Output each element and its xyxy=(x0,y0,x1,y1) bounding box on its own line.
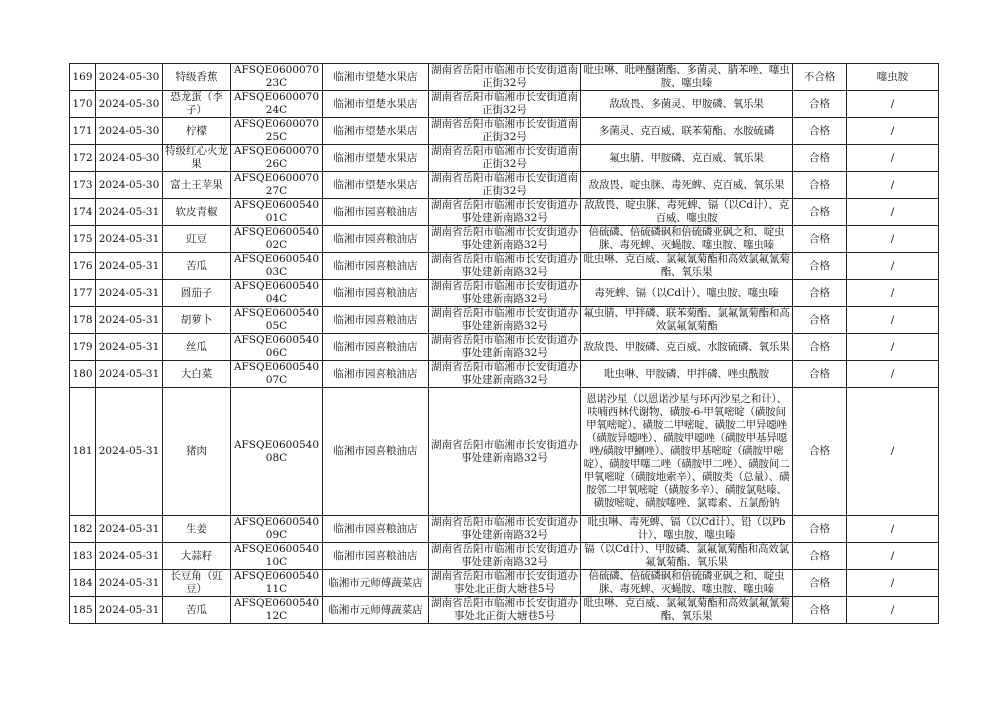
test-result: 合格 xyxy=(793,118,847,145)
store-name: 临湘市望楚水果店 xyxy=(323,64,429,91)
table-row xyxy=(70,570,939,597)
test-result: 合格 xyxy=(793,388,847,516)
sampling-date: 2024-05-31 xyxy=(96,388,163,516)
sample-code: AFSQE060007024C xyxy=(231,91,323,118)
row-number: 175 xyxy=(70,226,96,253)
table-row xyxy=(70,172,939,199)
test-result: 合格 xyxy=(793,91,847,118)
store-address: 湖南省岳阳市临湘市长安街道办事处建新南路32号 xyxy=(429,226,581,253)
sample-name: 恐龙蛋（李子） xyxy=(163,91,231,118)
test-result: 合格 xyxy=(793,280,847,307)
sample-code: AFSQE060007027C xyxy=(231,172,323,199)
store-address: 湖南省岳阳市临湘市长安街道办事处建新南路32号 xyxy=(429,516,581,543)
table-row xyxy=(70,516,939,543)
failed-item: / xyxy=(847,307,939,334)
store-address: 湖南省岳阳市临湘市长安街道南正街32号 xyxy=(429,172,581,199)
failed-item: / xyxy=(847,597,939,624)
store-address: 湖南省岳阳市临湘市长安街道办事处建新南路32号 xyxy=(429,334,581,361)
failed-item: / xyxy=(847,226,939,253)
row-number: 178 xyxy=(70,307,96,334)
sample-code: AFSQE060054010C xyxy=(231,543,323,570)
failed-item: / xyxy=(847,388,939,516)
test-items: 镉（以Cd计）、甲胺磷、氯氟氰菊酯和高效氯氟氰菊酯、氧乐果 xyxy=(581,543,793,570)
store-address: 湖南省岳阳市临湘市长安街道南正街32号 xyxy=(429,91,581,118)
store-name: 临湘市望楚水果店 xyxy=(323,172,429,199)
row-number: 180 xyxy=(70,361,96,388)
test-result: 合格 xyxy=(793,597,847,624)
store-name: 临湘市元师傅蔬菜店 xyxy=(323,570,429,597)
store-name: 临湘市园喜粮油店 xyxy=(323,307,429,334)
sample-code: AFSQE060007026C xyxy=(231,145,323,172)
test-result: 合格 xyxy=(793,570,847,597)
table-row xyxy=(70,388,939,516)
test-result: 合格 xyxy=(793,145,847,172)
store-address: 湖南省岳阳市临湘市长安街道办事处建新南路32号 xyxy=(429,199,581,226)
store-name: 临湘市园喜粮油店 xyxy=(323,516,429,543)
sampling-date: 2024-05-30 xyxy=(96,145,163,172)
sample-code: AFSQE060054007C xyxy=(231,361,323,388)
store-address: 湖南省岳阳市临湘市长安街道办事处建新南路32号 xyxy=(429,253,581,280)
test-items: 倍硫磷、倍硫磷砜和倍硫磷亚砜之和、啶虫脒、毒死蜱、灭蝇胺、噻虫胺、噻虫嗪 xyxy=(581,570,793,597)
row-number: 183 xyxy=(70,543,96,570)
store-name: 临湘市园喜粮油店 xyxy=(323,280,429,307)
inspection-results-table xyxy=(69,63,939,624)
test-items: 吡虫啉、毒死蜱、镉（以Cd计）、铅（以Pb计）、噻虫胺、噻虫嗪 xyxy=(581,516,793,543)
store-address: 湖南省岳阳市临湘市长安街道办事处建新南路32号 xyxy=(429,307,581,334)
store-name: 临湘市园喜粮油店 xyxy=(323,361,429,388)
sampling-date: 2024-05-30 xyxy=(96,172,163,199)
row-number: 185 xyxy=(70,597,96,624)
row-number: 174 xyxy=(70,199,96,226)
sample-code: AFSQE060054012C xyxy=(231,597,323,624)
failed-item: / xyxy=(847,172,939,199)
sample-code: AFSQE060007023C xyxy=(231,64,323,91)
test-result: 合格 xyxy=(793,307,847,334)
sample-code: AFSQE060054002C xyxy=(231,226,323,253)
store-address: 湖南省岳阳市临湘市长安街道办事处北正街大塘巷5号 xyxy=(429,570,581,597)
table-row xyxy=(70,543,939,570)
store-name: 临湘市园喜粮油店 xyxy=(323,543,429,570)
store-address: 湖南省岳阳市临湘市长安街道办事处建新南路32号 xyxy=(429,280,581,307)
sample-code: AFSQE060054009C xyxy=(231,516,323,543)
test-items: 敌敌畏、甲胺磷、克百威、水胺硫磷、氧乐果 xyxy=(581,334,793,361)
sampling-date: 2024-05-31 xyxy=(96,570,163,597)
sampling-date: 2024-05-31 xyxy=(96,253,163,280)
table-row xyxy=(70,64,939,91)
sample-name: 豇豆 xyxy=(163,226,231,253)
test-result: 合格 xyxy=(793,543,847,570)
store-name: 临湘市望楚水果店 xyxy=(323,118,429,145)
store-address: 湖南省岳阳市临湘市长安街道办事处建新南路32号 xyxy=(429,543,581,570)
sampling-date: 2024-05-31 xyxy=(96,307,163,334)
sample-code: AFSQE060054003C xyxy=(231,253,323,280)
sample-name: 猪肉 xyxy=(163,388,231,516)
sample-name: 特级红心火龙果 xyxy=(163,145,231,172)
table-row xyxy=(70,91,939,118)
store-name: 临湘市园喜粮油店 xyxy=(323,388,429,516)
failed-item: / xyxy=(847,145,939,172)
test-result: 合格 xyxy=(793,172,847,199)
store-name: 临湘市元师傅蔬菜店 xyxy=(323,597,429,624)
sample-code: AFSQE060054006C xyxy=(231,334,323,361)
test-items: 毒死蜱、镉（以Cd计）、噻虫胺、噻虫嗪 xyxy=(581,280,793,307)
row-number: 182 xyxy=(70,516,96,543)
test-items: 倍硫磷、倍硫磷砜和倍硫磷亚砜之和、啶虫脒、毒死蜱、灭蝇胺、噻虫胺、噻虫嗪 xyxy=(581,226,793,253)
sample-name: 大蒜籽 xyxy=(163,543,231,570)
sample-code: AFSQE060054008C xyxy=(231,388,323,516)
store-name: 临湘市园喜粮油店 xyxy=(323,199,429,226)
failed-item: / xyxy=(847,199,939,226)
table-row xyxy=(70,253,939,280)
test-result: 合格 xyxy=(793,334,847,361)
sampling-date: 2024-05-31 xyxy=(96,516,163,543)
test-items: 敌敌畏、啶虫脒、毒死蜱、克百威、氧乐果 xyxy=(581,172,793,199)
sample-name: 圆茄子 xyxy=(163,280,231,307)
store-address: 湖南省岳阳市临湘市长安街道南正街32号 xyxy=(429,64,581,91)
sample-name: 丝瓜 xyxy=(163,334,231,361)
row-number: 171 xyxy=(70,118,96,145)
row-number: 184 xyxy=(70,570,96,597)
sample-code: AFSQE060054005C xyxy=(231,307,323,334)
failed-item: / xyxy=(847,570,939,597)
failed-item: / xyxy=(847,253,939,280)
sampling-date: 2024-05-31 xyxy=(96,226,163,253)
failed-item: / xyxy=(847,516,939,543)
sample-name: 苦瓜 xyxy=(163,253,231,280)
table-row xyxy=(70,307,939,334)
sample-name: 特级香蕉 xyxy=(163,64,231,91)
sample-name: 富士王苹果 xyxy=(163,172,231,199)
sample-name: 苦瓜 xyxy=(163,597,231,624)
row-number: 172 xyxy=(70,145,96,172)
sampling-date: 2024-05-30 xyxy=(96,64,163,91)
store-address: 湖南省岳阳市临湘市长安街道办事处北正街大塘巷5号 xyxy=(429,597,581,624)
sampling-date: 2024-05-31 xyxy=(96,597,163,624)
sampling-date: 2024-05-31 xyxy=(96,280,163,307)
failed-item: / xyxy=(847,543,939,570)
store-name: 临湘市园喜粮油店 xyxy=(323,226,429,253)
store-address: 湖南省岳阳市临湘市长安街道南正街32号 xyxy=(429,118,581,145)
sampling-date: 2024-05-31 xyxy=(96,199,163,226)
test-result: 合格 xyxy=(793,253,847,280)
sampling-date: 2024-05-30 xyxy=(96,91,163,118)
failed-item: / xyxy=(847,91,939,118)
test-items: 吡虫啉、甲胺磷、甲拌磷、唑虫酰胺 xyxy=(581,361,793,388)
table-row xyxy=(70,118,939,145)
table-row xyxy=(70,280,939,307)
sample-code: AFSQE060054011C xyxy=(231,570,323,597)
test-items: 吡虫啉、克百威、氯氟氰菊酯和高效氯氟氰菊酯、氧乐果 xyxy=(581,253,793,280)
table-row xyxy=(70,597,939,624)
sample-name: 软皮青椒 xyxy=(163,199,231,226)
store-address: 湖南省岳阳市临湘市长安街道办事处建新南路32号 xyxy=(429,388,581,516)
sample-name: 长豆角（豇豆） xyxy=(163,570,231,597)
sample-code: AFSQE060054004C xyxy=(231,280,323,307)
store-name: 临湘市望楚水果店 xyxy=(323,91,429,118)
store-name: 临湘市望楚水果店 xyxy=(323,145,429,172)
test-result: 合格 xyxy=(793,516,847,543)
failed-item: / xyxy=(847,280,939,307)
test-items: 多菌灵、克百威、联苯菊酯、水胺硫磷 xyxy=(581,118,793,145)
sample-name: 胡萝卜 xyxy=(163,307,231,334)
sampling-date: 2024-05-31 xyxy=(96,361,163,388)
sample-code: AFSQE060007025C xyxy=(231,118,323,145)
row-number: 169 xyxy=(70,64,96,91)
test-result: 合格 xyxy=(793,199,847,226)
row-number: 181 xyxy=(70,388,96,516)
test-items: 敌敌畏、啶虫脒、毒死蜱、镉（以Cd计）、克百威、噻虫胺 xyxy=(581,199,793,226)
sample-name: 大白菜 xyxy=(163,361,231,388)
failed-item: / xyxy=(847,118,939,145)
row-number: 176 xyxy=(70,253,96,280)
store-name: 临湘市园喜粮油店 xyxy=(323,334,429,361)
test-items: 敌敌畏、多菌灵、甲胺磷、氧乐果 xyxy=(581,91,793,118)
row-number: 170 xyxy=(70,91,96,118)
test-items: 氟虫腈、甲拌磷、联苯菊酯、氯氟氰菊酯和高效氯氟氰菊酯 xyxy=(581,307,793,334)
failed-item: / xyxy=(847,334,939,361)
failed-item: 噻虫胺 xyxy=(847,64,939,91)
test-items: 恩诺沙星（以恩诺沙星与环丙沙星之和计）、呋喃西林代谢物、磺胺-6-甲氧嘧啶（磺胺间甲氧嘧啶）、磺胺二甲嘧啶、磺胺二甲异噁唑（磺胺异噁唑）、磺胺甲噁唑（磺胺甲基异噁唑/磺胺甲鯻唑）、磺胺甲基嘧啶（磺胺甲嘧啶）、磺胺甲噻二唑（磺胺甲二唑）、磺胺间二甲氧嘧啶（磺胺地索辛）、磺胺类（总量）、磺胺邻二甲氧嘧啶（磺胺多辛）、磺胺氯哒嗪、磺胺嘧啶、磺胺噻唑、氯霉素、五氯酚钠 xyxy=(581,388,793,516)
store-address: 湖南省岳阳市临湘市长安街道南正街32号 xyxy=(429,145,581,172)
sampling-date: 2024-05-31 xyxy=(96,543,163,570)
table-body xyxy=(70,64,939,624)
table-row xyxy=(70,361,939,388)
row-number: 173 xyxy=(70,172,96,199)
row-number: 177 xyxy=(70,280,96,307)
failed-item: / xyxy=(847,361,939,388)
table-row xyxy=(70,145,939,172)
sampling-date: 2024-05-30 xyxy=(96,118,163,145)
table-row xyxy=(70,226,939,253)
store-name: 临湘市园喜粮油店 xyxy=(323,253,429,280)
test-items: 吡虫啉、克百威、氯氟氰菊酯和高效氯氟氰菊酯、氧乐果 xyxy=(581,597,793,624)
sample-name: 生姜 xyxy=(163,516,231,543)
sample-code: AFSQE060054001C xyxy=(231,199,323,226)
row-number: 179 xyxy=(70,334,96,361)
test-result: 合格 xyxy=(793,226,847,253)
store-address: 湖南省岳阳市临湘市长安街道办事处建新南路32号 xyxy=(429,361,581,388)
test-items: 氟虫腈、甲胺磷、克百威、氧乐果 xyxy=(581,145,793,172)
sample-name: 柠檬 xyxy=(163,118,231,145)
test-items: 吡虫啉、吡唑醚菌酯、多菌灵、腈苯唑、噻虫胺、噻虫嗪 xyxy=(581,64,793,91)
table-row xyxy=(70,199,939,226)
table-row xyxy=(70,334,939,361)
test-result: 合格 xyxy=(793,361,847,388)
test-result: 不合格 xyxy=(793,64,847,91)
sampling-date: 2024-05-31 xyxy=(96,334,163,361)
